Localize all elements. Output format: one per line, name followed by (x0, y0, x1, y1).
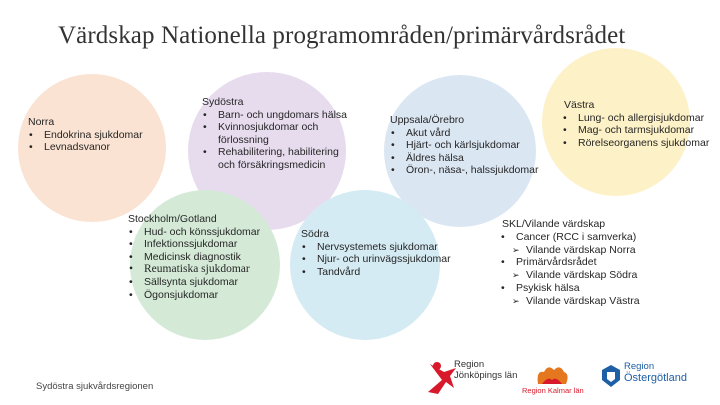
uppsala-heading: Uppsala/Örebro (390, 114, 465, 126)
region-kalmar-logo (518, 356, 598, 396)
skl-subitem: ➢ Vilande värdskap Västra (500, 295, 680, 308)
norra-heading: Norra (28, 116, 55, 128)
sydostra-block (202, 96, 372, 172)
vastra-item: • Lung- och allergisjukdomar (562, 112, 720, 125)
kalmar-emblem-icon (532, 362, 572, 388)
skl-heading: SKL/Vilande värdskap (502, 218, 606, 230)
skl-item: • Cancer (RCC i samverka) (500, 231, 680, 244)
sodra-heading: Södra (301, 228, 330, 240)
ostergotland-emblem-icon (600, 364, 622, 388)
norra-block (28, 116, 178, 154)
jonkoping-emblem-icon (424, 358, 458, 396)
footer-text: Sydöstra sjukvårdsregionen (36, 381, 154, 392)
vastra-item: • Mag- och tarmsjukdomar (562, 124, 720, 137)
stockholm-item: • Reumatiska sjukdomar (128, 263, 298, 276)
stockholm-block (128, 213, 298, 301)
skl-subitem: ➢ Vilande värdskap Norra (500, 244, 680, 257)
sodra-item: • Nervsystemets sjukdomar (301, 241, 476, 254)
vastra-item: • Rörelseorganens sjukdomar (562, 137, 720, 150)
norra-item: • Levnadsvanor (28, 141, 178, 154)
sodra-item: • Njur- och urinvägssjukdomar (301, 253, 476, 266)
ostergotland-logo-line2: Östergötland (624, 372, 687, 384)
ostergotland-logo-line1: Region (624, 361, 655, 372)
sydostra-item: • Kvinnosjukdomar och förlossning (202, 121, 342, 146)
stockholm-item: • Ögonsjukdomar (128, 289, 298, 302)
sodra-item: • Tandvård (301, 266, 476, 279)
vastra-heading: Västra (564, 99, 595, 111)
skl-item: • Psykisk hälsa (500, 282, 680, 295)
page-title: Värdskap Nationella programområden/primärvårdsrådet (58, 22, 626, 49)
vastra-block (562, 99, 720, 149)
sydostra-item: • Rehabilitering, habilitering och försäkringsmedicin (202, 146, 358, 171)
jonkoping-logo-line2: Jönköpings län (454, 370, 518, 381)
uppsala-item: • Öron-, näsa-, halssjukdomar (390, 164, 565, 177)
uppsala-item: • Äldres hälsa (390, 152, 565, 165)
skl-item: • Primärvårdsrådet (500, 256, 680, 269)
jonkoping-logo-line1: Region (454, 359, 485, 370)
sydostra-item: • Barn- och ungdomars hälsa (202, 109, 372, 122)
uppsala-item: • Hjärt- och kärlsjukdomar (390, 139, 565, 152)
norra-item: • Endokrina sjukdomar (28, 129, 178, 142)
stockholm-item: • Sällsynta sjukdomar (128, 276, 298, 289)
uppsala-block (390, 114, 565, 177)
kalmar-logo-text: Region Kalmar län (522, 386, 584, 395)
skl-subitem: ➢ Vilande värdskap Södra (500, 269, 680, 282)
region-ostergotland-logo (600, 356, 700, 396)
stockholm-item: • Infektionssjukdomar (128, 238, 298, 251)
uppsala-item: • Akut vård (390, 127, 565, 140)
stockholm-heading: Stockholm/Gotland (128, 213, 217, 225)
region-jonkoping-logo (424, 356, 524, 396)
sydostra-heading: Sydöstra (202, 96, 244, 108)
stockholm-item: • Medicinsk diagnostik (128, 251, 298, 264)
skl-block (500, 218, 680, 308)
sodra-block (301, 228, 476, 278)
stockholm-item: • Hud- och könssjukdomar (128, 226, 298, 239)
